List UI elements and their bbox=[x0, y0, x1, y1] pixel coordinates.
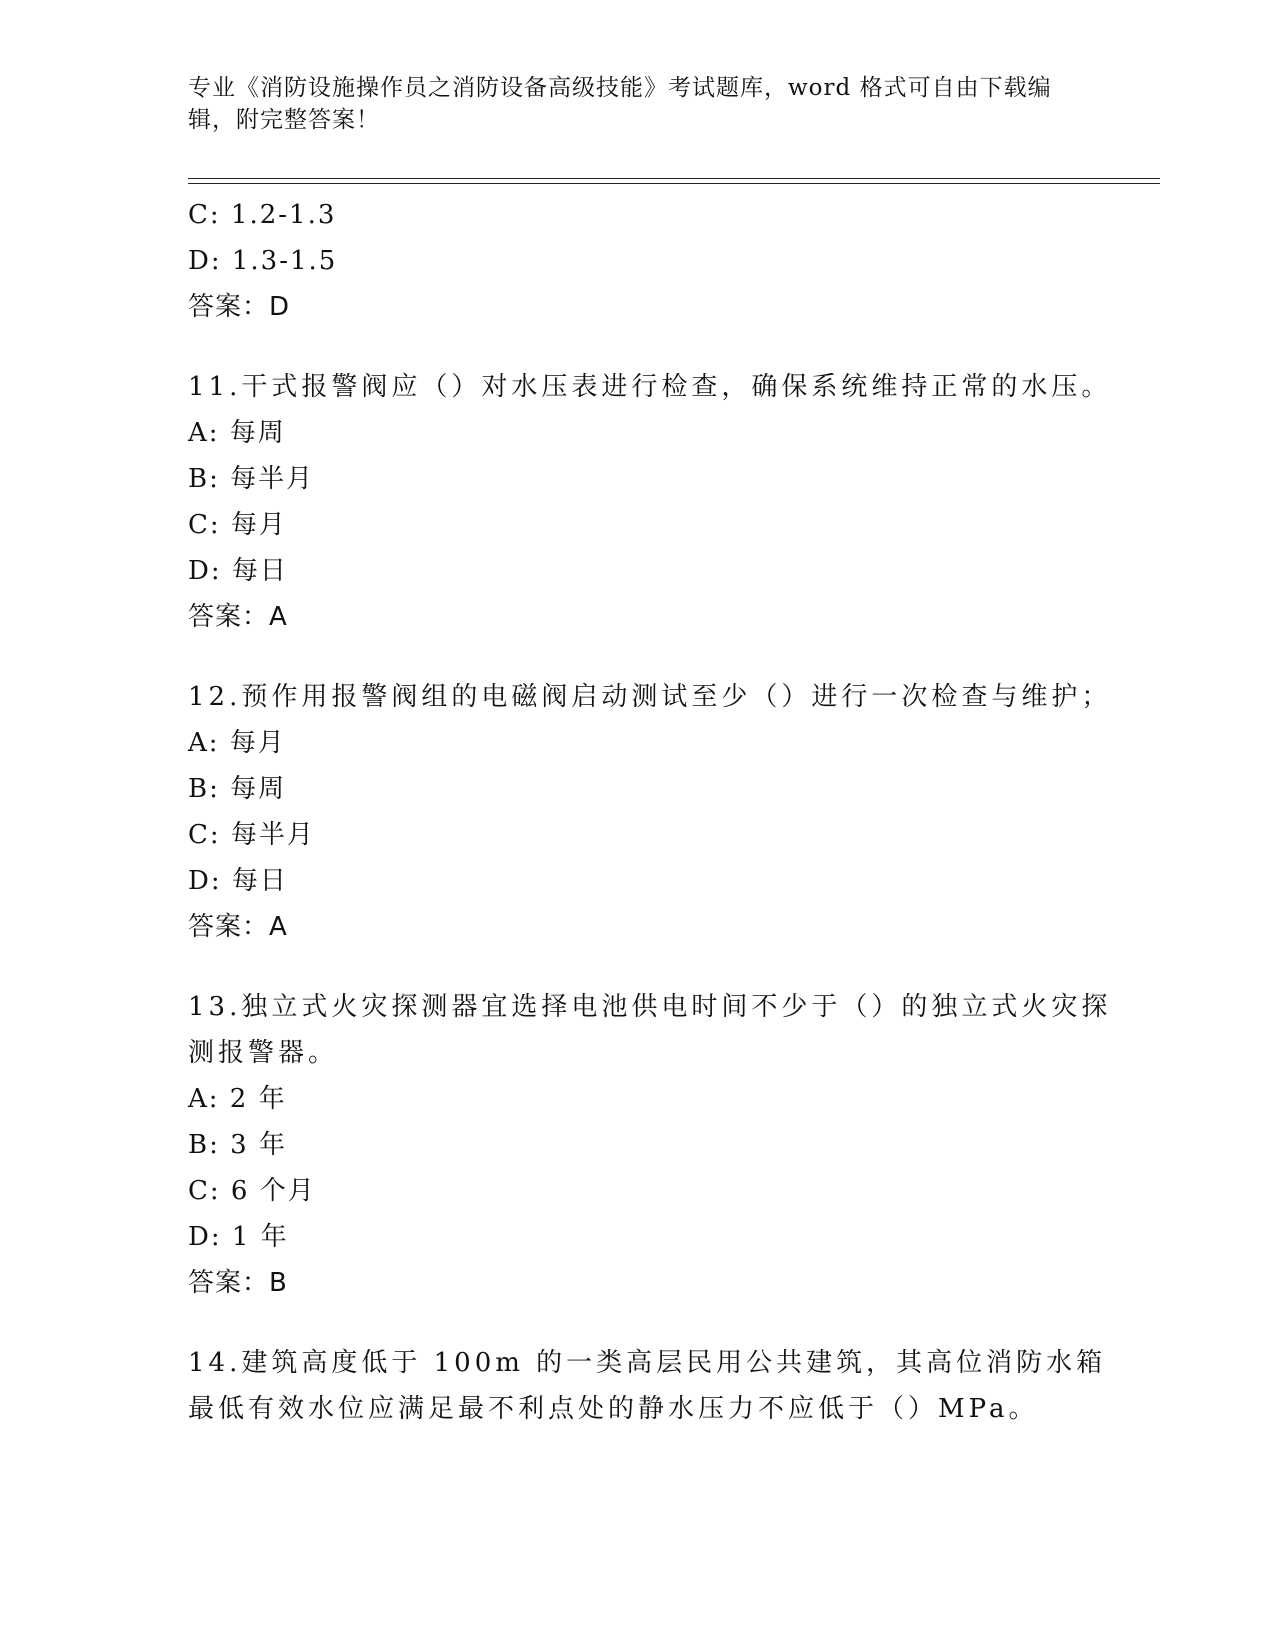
question-stem: 14.建筑高度低于 100m 的一类高层民用公共建筑，其高位消防水箱最低有效水位应满足最不利点处的静水压力不应低于（）MPa。 bbox=[188, 1348, 1107, 1424]
question-stem: 13.独立式火灾探测器宜选择电池供电时间不少于（）的独立式火灾探测报警器。 bbox=[188, 992, 1112, 1068]
option-d: D: 每日 bbox=[188, 556, 288, 586]
header-rule-bottom bbox=[188, 183, 1160, 184]
header-rule-top bbox=[188, 178, 1160, 179]
question-list bbox=[188, 192, 1118, 1432]
option-b: B: 每半月 bbox=[188, 464, 315, 494]
question-stem: 11.干式报警阀应（）对水压表进行检查，确保系统维持正常的水压。 bbox=[188, 372, 1112, 402]
answer: 答案：B bbox=[188, 1268, 288, 1298]
question-12 bbox=[188, 674, 1118, 950]
option-d: D: 每日 bbox=[188, 866, 288, 896]
option-a: A: 每月 bbox=[188, 728, 286, 758]
option-c: C: 每半月 bbox=[188, 820, 315, 850]
question-13 bbox=[188, 984, 1118, 1306]
option-d: D: 1.3-1.5 bbox=[188, 246, 338, 276]
option-b: B: 每周 bbox=[188, 774, 287, 804]
answer: 答案：A bbox=[188, 912, 288, 942]
option-b: B: 3 年 bbox=[188, 1130, 287, 1160]
option-a: A: 2 年 bbox=[188, 1084, 287, 1114]
answer: 答案：A bbox=[188, 602, 288, 632]
question-11 bbox=[188, 364, 1118, 640]
option-d: D: 1 年 bbox=[188, 1222, 289, 1252]
option-c: C: 6 个月 bbox=[188, 1176, 316, 1206]
question-14 bbox=[188, 1340, 1118, 1432]
question-stem: 12.预作用报警阀组的电磁阀启动测试至少（）进行一次检查与维护； bbox=[188, 682, 1112, 712]
option-c: C: 1.2-1.3 bbox=[188, 200, 337, 230]
continued-question bbox=[188, 192, 1118, 330]
option-c: C: 每月 bbox=[188, 510, 287, 540]
answer: 答案：D bbox=[188, 292, 291, 322]
option-a: A: 每周 bbox=[188, 418, 286, 448]
document-header: 专业《消防设施操作员之消防设备高级技能》考试题库，word 格式可自由下载编辑，附完整答案！ bbox=[188, 75, 1052, 133]
